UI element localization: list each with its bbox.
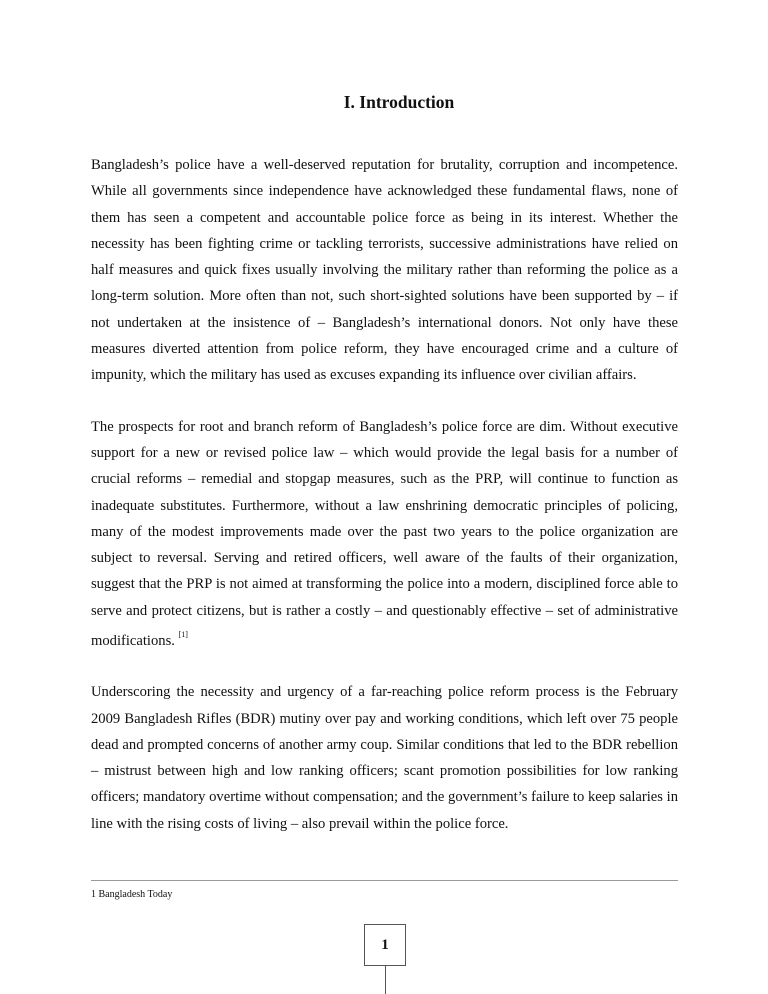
paragraph-2-text: The prospects for root and branch reform of Bangladesh’s police force are dim. Without executive support for a new or revised police law – which would provide the legal basis for a number of crucial reforms – remedial and stopgap measures, such as the PRP, will continue to function as inadequate substitutes. Furthermore, without a law enshrining democratic principles of policing, many of the modest improvements made over the past two years to the police organization are subject to reversal. Serving and retired officers, well aware of the faults of their organization, suggest that the PRP is not aimed at transforming the police into a modern, disciplined force able to serve and protect citizens, but is rather a costly – and questionably effective – set of administrative modifications.	[91, 418, 678, 649]
footnote-text: 1 Bangladesh Today	[91, 889, 173, 900]
body-text	[91, 152, 678, 862]
footnote-reference[interactable]: [1]	[178, 630, 188, 640]
footnote-separator	[91, 880, 678, 881]
section-heading: I. Introduction	[343, 92, 455, 112]
paragraph-1: Bangladesh’s police have a well-deserved reputation for brutality, corruption and incompetence. While all governments since independence have acknowledged these fundamental flaws, none of them has seen a competent and accountable police force as being in its interest. Whether the necessity has been fighting crime or tackling terrorists, successive administrations have relied on half measures and quick fixes usually involving the military rather than reforming the police as a long-term solution. More often than not, such short-sighted solutions have been supported by – if not undertaken at the insistence of – Bangladesh’s international donors. Not only have these measures diverted attention from police reform, they have encouraged crime and a culture of impunity, which the military has used as excuses expanding its influence over civilian affairs.	[91, 157, 678, 384]
page-number: 1	[364, 924, 406, 966]
paragraph-2	[91, 414, 678, 655]
paragraph-3: Underscoring the necessity and urgency of a far-reaching police reform process is the February 2009 Bangladesh Rifles (BDR) mutiny over pay and working conditions, which left over 75 people dead and prompted concerns of another army coup. Similar conditions that led to the BDR rebellion – mistrust between high and low ranking officers; scant promotion possibilities for low ranking officers; mandatory overtime without compensation; and the government’s failure to keep salaries in line with the rising costs of living – also prevail within the police force.	[91, 684, 678, 832]
page-number-stem	[385, 966, 386, 994]
